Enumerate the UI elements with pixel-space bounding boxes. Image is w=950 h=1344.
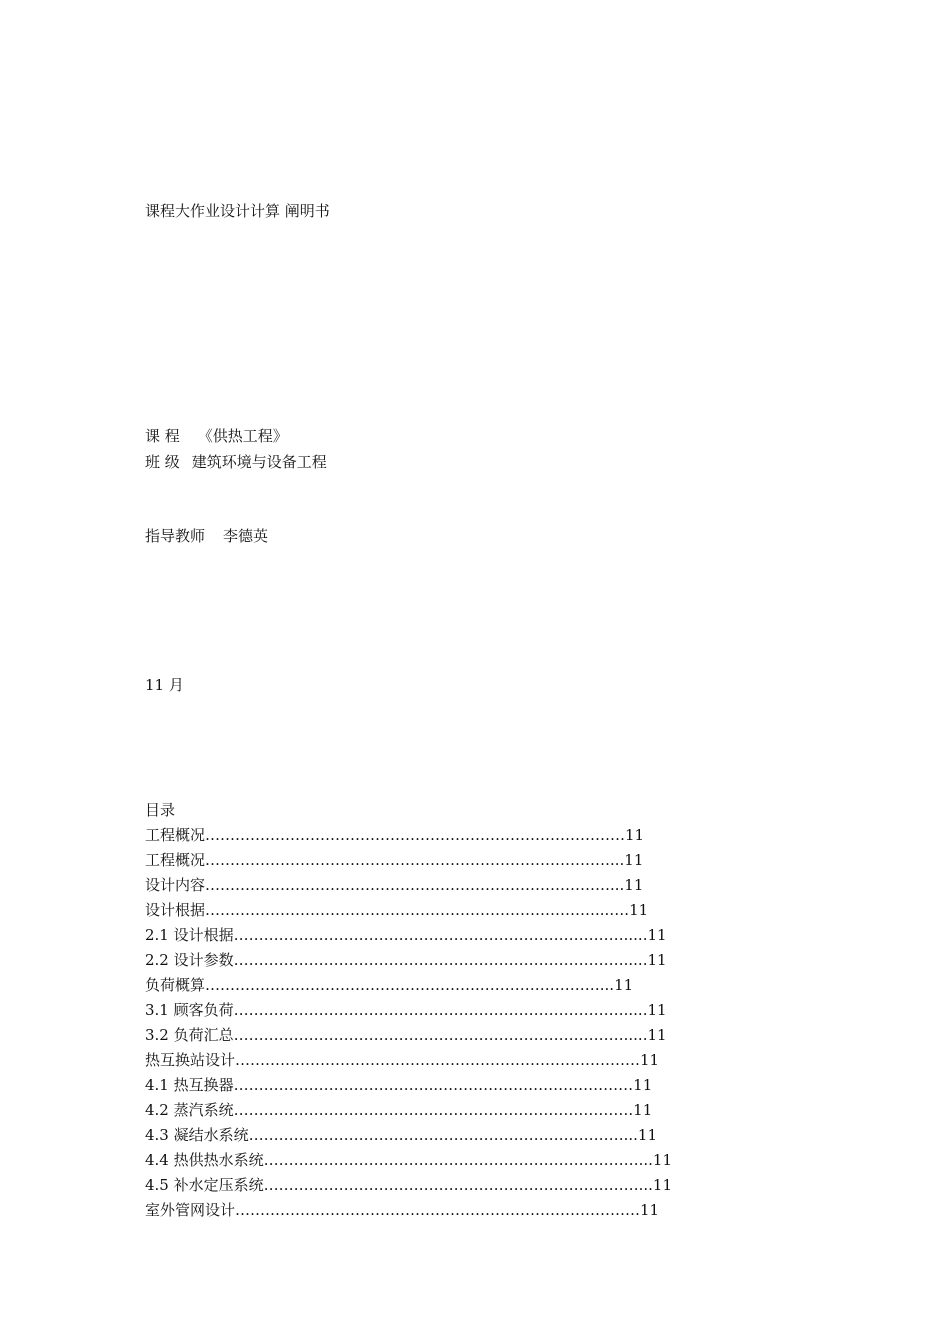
course-line xyxy=(145,426,288,446)
toc-entry[interactable]: 4.1 热互换器…………………………………..…………………………………11 xyxy=(145,1076,653,1094)
toc-entry[interactable]: 4.4 热供热水系统…………………………………………………………………...11 xyxy=(145,1151,673,1169)
toc-entry[interactable]: 室外管网设计………………………………………………………………………11 xyxy=(145,1201,660,1219)
toc-entry[interactable]: 工程概况…………………………………………………………………………11 xyxy=(145,826,645,844)
toc-entry[interactable]: 3.1 顾客负荷…………………………………………………………………….....11 xyxy=(145,1001,667,1019)
toc-entry[interactable]: 设计根据……………………………………………………………………...….11 xyxy=(145,901,649,919)
toc-entry[interactable]: 4.5 补水定压系统…………………………………………………………………...11 xyxy=(145,1176,673,1194)
class-label: 班 级 xyxy=(145,453,180,471)
toc-entry[interactable]: 工程概况………………………………………………………………………...11 xyxy=(145,851,644,869)
toc-heading: 目录 xyxy=(145,801,176,819)
toc-entry[interactable]: 负荷概算……………………………………………….……………………...11 xyxy=(145,976,634,994)
table-of-contents xyxy=(145,798,765,1223)
advisor-line xyxy=(145,526,268,546)
advisor-label: 指导教师 xyxy=(145,527,206,545)
class-value: 建筑环境与设备工程 xyxy=(191,453,327,471)
toc-entry[interactable]: 2.2 设计参数…………………………………………………………………….....11 xyxy=(145,951,667,969)
toc-entry[interactable]: 热互换站设计………………………………………………………………………11 xyxy=(145,1051,660,1069)
class-line xyxy=(145,452,327,472)
course-value: 《供热工程》 xyxy=(197,427,288,445)
toc-entry[interactable]: 2.1 设计根据…………………………………………………………………….....11 xyxy=(145,926,667,944)
document-title: 课程大作业设计计算 阐明书 xyxy=(145,202,330,220)
advisor-value: 李德英 xyxy=(223,527,269,545)
toc-entry[interactable]: 4.2 蒸汽系统………………………………….………………………………….11 xyxy=(145,1101,653,1119)
toc-entry[interactable]: 3.2 负荷汇总…………………………………………………………………….....11 xyxy=(145,1026,667,1044)
toc-entry[interactable]: 设计内容………………………………………………………………………...11 xyxy=(145,876,644,894)
course-label: 课 程 xyxy=(145,427,180,445)
date-line: 11 月 xyxy=(145,676,184,694)
toc-entry[interactable]: 4.3 凝结水系统…………………………………………………………………...11 xyxy=(145,1126,658,1144)
